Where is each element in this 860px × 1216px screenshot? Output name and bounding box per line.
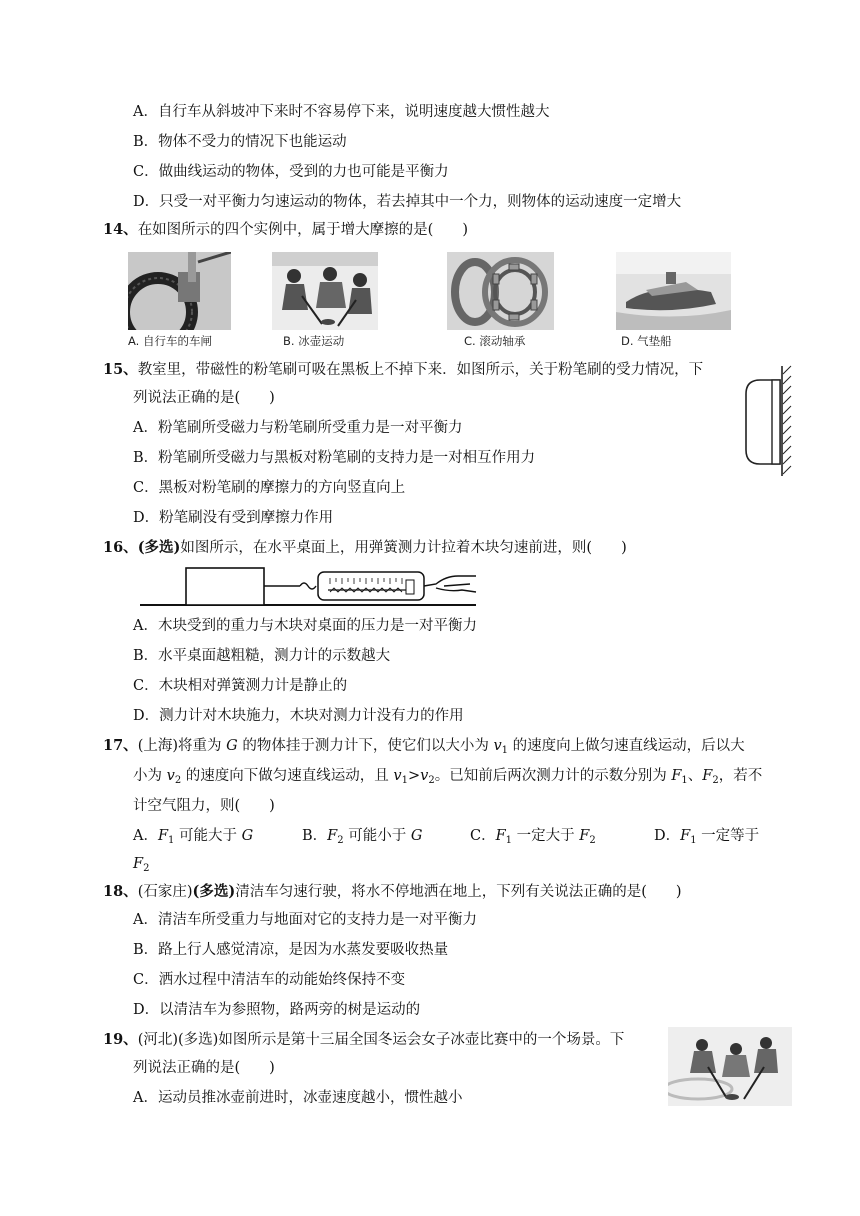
q15-option-c: C．黑板对粉笔刷的摩擦力的方向竖直向上 (133, 480, 406, 496)
q17-subscript: 2 (428, 775, 435, 786)
q17-subscript: 2 (712, 775, 719, 786)
q17-text: 一定大于 (512, 828, 580, 844)
q17-subscript: 1 (401, 775, 408, 786)
q15-stem-text: 教室里，带磁性的粉笔刷可吸在黑板上不掉下来．如图所示，关于粉笔刷的受力情况，下 (137, 362, 704, 378)
q17-text: C． (470, 828, 496, 844)
curling-image (272, 252, 378, 330)
q17-symbol-f: F (495, 828, 506, 844)
q19-number: 19、 (103, 1031, 138, 1048)
q17-text: 的速度向下做匀速直线运动，且 (181, 768, 394, 784)
q17-option-d (654, 826, 759, 851)
q16-stem-text: 如图所示，在水平桌面上，用弹簧测力计拉着木块匀速前进，则( ) (180, 540, 627, 556)
q16-option-b: B．水平桌面越粗糙，测力计的示数越大 (133, 648, 391, 664)
q17-text: 。已知前后两次测力计的示数分别为 (434, 768, 672, 784)
q17-subscript: 2 (337, 835, 344, 846)
bicycle-brake-image (128, 252, 231, 330)
q18-option-c: C．洒水过程中清洁车的动能始终保持不变 (133, 972, 406, 988)
q17-subscript: 1 (168, 835, 175, 846)
q15-option-b: B．粉笔刷所受磁力与黑板对粉笔刷的支持力是一对相互作用力 (133, 450, 536, 466)
q17-text: > (407, 768, 421, 784)
q17-subscript: 1 (505, 835, 513, 846)
q17-symbol-v: v (166, 768, 175, 784)
caption-b: B. 冰壶运动 (283, 334, 345, 348)
q17-symbol-v: v (393, 768, 402, 784)
q17-text: 、 (687, 768, 703, 784)
spring-scale-figure (140, 562, 480, 608)
rolling-bearing-image (447, 252, 554, 330)
q17-symbol-v: v (420, 768, 429, 784)
hovercraft-image (616, 252, 731, 330)
q17-symbol-f: F (680, 828, 691, 844)
q17-symbol-f: F (327, 828, 338, 844)
q17-subscript: 1 (501, 745, 509, 756)
q18-number: 18、 (103, 883, 138, 900)
q17-subscript: 2 (589, 835, 596, 846)
q16-option-d: D．测力计对木块施力，木块对测力计没有力的作用 (133, 708, 464, 724)
q17-symbol-g: G (226, 738, 238, 754)
caption-c: C. 滚动轴承 (464, 334, 526, 348)
q17-text: (上海)将重为 (137, 738, 227, 754)
q17-symbol-f: F (157, 828, 169, 844)
q17-option-d-cont (133, 854, 149, 879)
q19-option-a: A．运动员推冰壶前进时，冰壶速度越小，惯性越小 (133, 1090, 463, 1106)
q16-stem (103, 538, 627, 558)
q17-symbol-f: F (671, 768, 682, 784)
q18-stem (103, 882, 682, 902)
q19-stem-text: (河北)(多选)如图所示是第十三届全国冬运会女子冰壶比赛中的一个场景。下 (137, 1032, 625, 1048)
q17-symbol-v: v (493, 738, 502, 754)
q14-number: 14、 (103, 221, 138, 238)
chalk-brush-figure (742, 364, 794, 476)
q13-option-a: A．自行车从斜坡冲下来时不容易停下来，说明速度越大惯性越大 (133, 104, 550, 120)
q15-option-d: D．粉笔刷没有受到摩擦力作用 (133, 510, 334, 526)
q18-multi-tag: (多选) (192, 883, 236, 900)
q17-symbol-f: F (579, 828, 590, 844)
q17-option-b (302, 826, 422, 851)
q17-symbol-f: F (702, 768, 713, 784)
q16-number: 16、 (103, 539, 138, 556)
q17-text: 可能大于 (174, 828, 242, 844)
q17-symbol-g: G (241, 828, 254, 844)
q15-option-a: A．粉笔刷所受磁力与粉笔刷所受重力是一对平衡力 (133, 420, 463, 436)
q17-stem-line3: 计空气阻力，则( ) (133, 798, 275, 814)
q16-option-c: C．木块相对弹簧测力计是静止的 (133, 678, 348, 694)
q17-subscript: 1 (690, 835, 697, 846)
q17-text: ，若不 (718, 768, 763, 784)
q19-stem-line1 (103, 1030, 624, 1050)
caption-a: A. 自行车的车闸 (128, 334, 212, 348)
q16-option-a: A．木块受到的重力与木块对桌面的压力是一对平衡力 (133, 618, 477, 634)
q17-text: 一定等于 (696, 828, 760, 844)
q17-stem-line1 (103, 736, 745, 761)
q17-symbol-g: G (410, 828, 423, 844)
q17-text: D． (654, 828, 681, 844)
q15-stem-line2: 列说法正确的是( ) (133, 390, 275, 406)
q17-text: 的物体挂于测力计下，使它们以大小为 (237, 738, 494, 754)
q17-subscript: 2 (174, 775, 182, 786)
q19-stem-line2: 列说法正确的是( ) (133, 1060, 275, 1076)
q18-option-b: B．路上行人感觉清凉，是因为水蒸发要吸收热量 (133, 942, 449, 958)
q17-subscript: 2 (143, 863, 150, 874)
q18-option-a: A．清洁车所受重力与地面对它的支持力是一对平衡力 (133, 912, 477, 928)
q14-stem (103, 220, 468, 240)
q15-stem-line1 (103, 360, 703, 380)
q17-option-a (133, 826, 253, 851)
q17-stem-line2 (133, 766, 762, 791)
caption-d: D. 气垫船 (621, 334, 672, 348)
q16-multi-tag: (多选) (137, 539, 181, 556)
q17-number: 17、 (103, 737, 138, 754)
q17-text: A． (133, 828, 158, 844)
q17-text: B． (302, 828, 328, 844)
q13-option-c: C．做曲线运动的物体，受到的力也可能是平衡力 (133, 164, 449, 180)
q17-subscript: 1 (681, 775, 688, 786)
q13-option-d: D．只受一对平衡力匀速运动的物体，若去掉其中一个力，则物体的运动速度一定增大 (133, 194, 682, 210)
q13-option-b: B．物体不受力的情况下也能运动 (133, 134, 347, 150)
q17-text: 的速度向上做匀速直线运动，后以大 (508, 738, 745, 754)
q17-text: 可能小于 (343, 828, 411, 844)
q17-symbol-f: F (133, 856, 144, 872)
q17-text: 小为 (133, 768, 167, 784)
q17-option-c (470, 826, 596, 851)
q18-location: (石家庄) (137, 884, 193, 900)
curling-match-image (668, 1027, 792, 1106)
q14-stem-text: 在如图所示的四个实例中，属于增大摩擦的是( ) (137, 222, 468, 238)
q18-option-d: D．以清洁车为参照物，路两旁的树是运动的 (133, 1002, 421, 1018)
q15-number: 15、 (103, 361, 138, 378)
q18-stem-text: 清洁车匀速行驶，将水不停地洒在地上，下列有关说法正确的是( ) (235, 884, 682, 900)
